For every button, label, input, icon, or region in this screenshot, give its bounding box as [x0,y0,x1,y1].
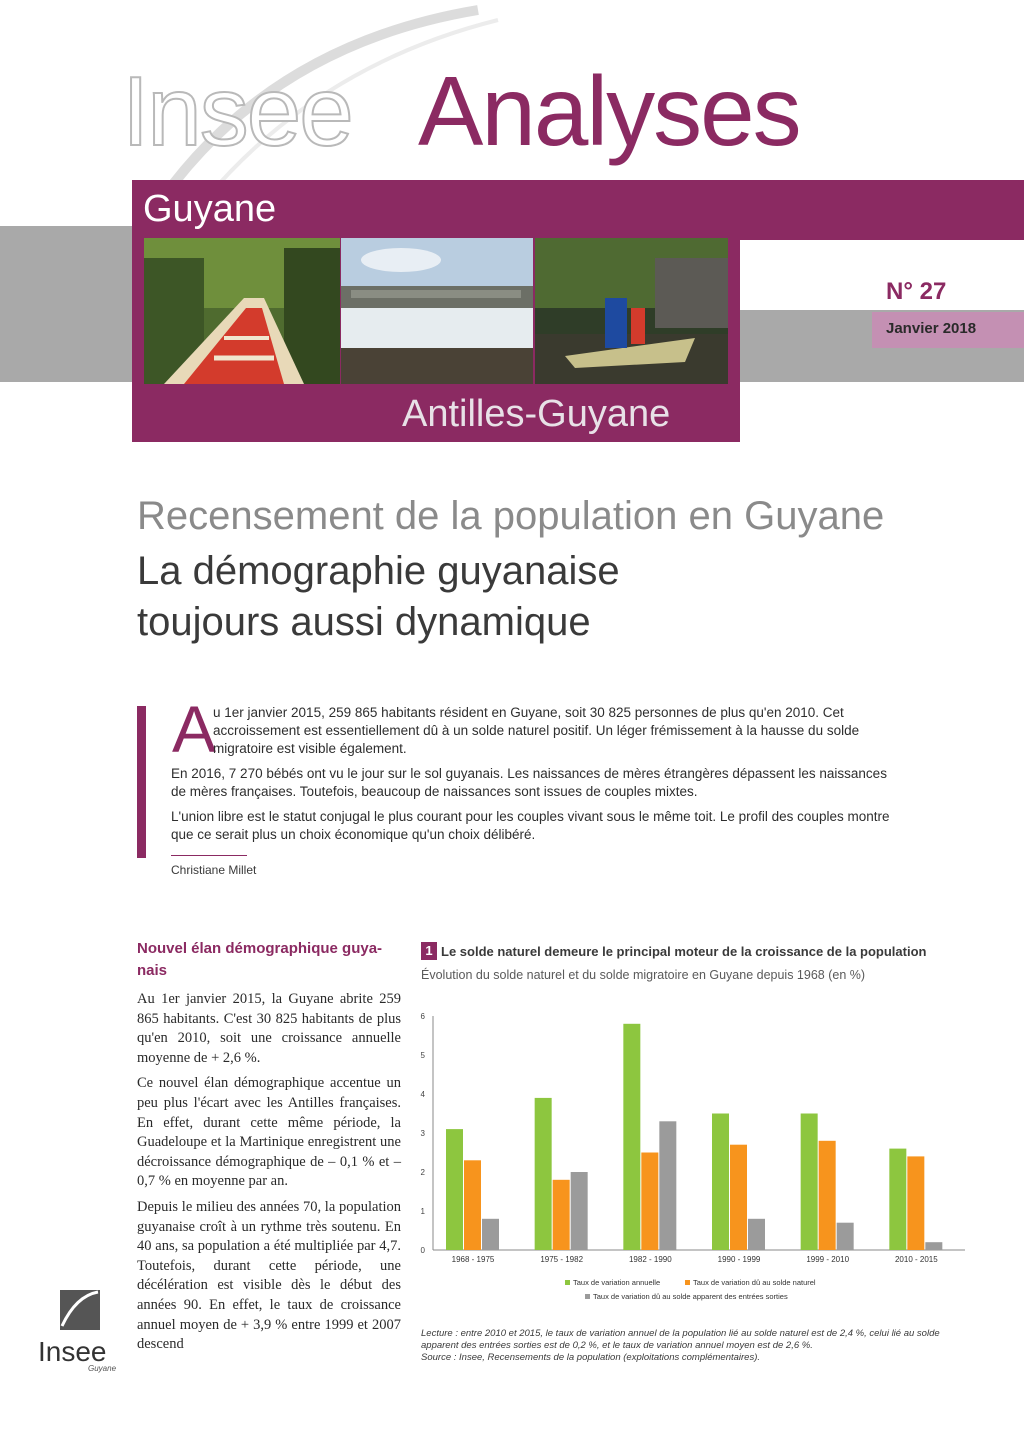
logo-wordmark: Insee [38,1336,107,1367]
y-tick-label: 6 [420,1012,425,1021]
figure-reading-note: Lecture : entre 2010 et 2015, le taux de variation annuel de la population lié au solde naturel est de 2,4 %, celui lié au solde apparent des entrées sorties est de 0,2 %, et le taux de variation annuel moyen est de 2,6 %. [421,1328,940,1351]
bar-1-0 [464,1160,481,1250]
bar-chart [415,1006,975,1318]
x-tick-label: 1975 - 1982 [540,1255,584,1264]
kicker-title: Recensement de la population en Guyane [137,494,885,538]
issue-number: N° 27 [886,278,947,305]
x-tick-label: 1982 - 1990 [628,1255,672,1264]
bar-0-2 [623,1024,640,1250]
intro-paragraph-2: En 2016, 7 270 bébés ont vu le jour sur le sol guyanais. Les naissances de mères étrangères dépassent les naissances de mères françaises. Toutefois, beaucoup de naissances sont issues de couples mixtes. [171,766,887,799]
bar-0-5 [889,1149,906,1250]
issue-date: Janvier 2018 [886,320,977,337]
legend-swatch [685,1280,690,1285]
region-subtitle: Antilles-Guyane [402,393,671,435]
brand-analyses: Analyses [418,56,800,166]
y-tick-label: 2 [420,1168,425,1177]
figure-subtitle: Évolution du solde naturel et du solde migratoire en Guyane depuis 1968 (en %) [421,968,866,982]
y-tick-label: 5 [420,1051,425,1060]
brand-insee: Insee [122,56,352,166]
drop-cap: A [172,692,217,766]
region-title: Guyane [143,188,277,230]
legend-label: Taux de variation dû au solde naturel [693,1278,816,1287]
article-body [137,990,401,1361]
bar-0-1 [535,1098,552,1250]
x-tick-label: 1999 - 2010 [806,1255,850,1264]
bar-1-4 [819,1141,836,1250]
logo-region: Guyane [88,1364,117,1373]
headline-line-2: toujours aussi dynamique [137,600,591,645]
intro-accent-bar [137,706,146,858]
figure-title: Le solde naturel demeure le principal moteur de la croissance de la population [441,944,927,959]
bar-1-1 [553,1180,570,1250]
legend-swatch [585,1294,590,1299]
legend-label: Taux de variation annuelle [573,1278,661,1287]
intro-paragraph-3: L'union libre est le statut conjugal le plus courant pour les couples vivant sous le même toit. Le profil des couples montre que ce serait plus un choix économique qu'un choix délibéré. [171,809,890,842]
bar-2-0 [482,1219,499,1250]
y-tick-label: 3 [420,1129,425,1138]
bar-1-3 [730,1145,747,1250]
bar-2-4 [837,1223,854,1250]
intro-paragraph-1: u 1er janvier 2015, 259 865 habitants résident en Guyane, soit 30 825 personnes de plus qu'en 2010. Cet accroissement est essentiellement dû à un solde naturel positif. Un léger frémissement à la hausse du solde migratoire est visible également. [213,705,860,756]
x-tick-label: 1968 - 1975 [451,1255,495,1264]
insee-logo-icon [58,1286,102,1332]
bar-0-3 [712,1114,729,1251]
legend-swatch [565,1280,570,1285]
photo-canoe [144,238,340,384]
x-tick-label: 2010 - 2015 [894,1255,938,1264]
y-tick-label: 0 [420,1246,425,1255]
article-paragraph-2: Ce nouvel élan démographique accentue un peu plus l'écart avec les Antilles françaises. En effet, durant cette même période, la Guadeloupe et la Martinique enregistrent une décroissance démographique de – 0,1 % et – 0,7 % en moyenne par an. [137,1075,401,1190]
bar-1-5 [907,1156,924,1250]
author-rule [171,855,247,856]
x-tick-label: 1990 - 1999 [717,1255,761,1264]
headline-line-1: La démographie guyanaise [137,549,620,593]
legend-label: Taux de variation dû au solde apparent des entrées sorties [593,1292,788,1301]
bar-2-1 [571,1172,588,1250]
photo-dam [341,238,533,384]
y-tick-label: 4 [420,1090,425,1099]
y-tick-label: 1 [420,1207,425,1216]
bar-2-5 [925,1242,942,1250]
headline [137,546,837,648]
bar-0-0 [446,1129,463,1250]
bar-0-4 [801,1114,818,1251]
section-heading: Nouvel élan démographique guya-nais [137,940,383,979]
intro-summary [171,704,893,851]
article-paragraph-3: Depuis le milieu des années 70, la population guyanaise croît à un rythme très soutenu. En 40 ans, sa population a été multipliée par 4,7. Toutefois, durant cette période, une décélération est visible dès le début des années 90. En effet, le taux de croissance annuel moyen de + 3,9 % entre 1999 et 2007 descend [137,1198,401,1353]
figure-number: 1 [421,942,437,960]
article-paragraph-1: Au 1er janvier 2015, la Guyane abrite 259 865 habitants. C'est 30 825 habitants de plus qu'en 2010, soit une croissance annuelle moyenne de + 2,6 %. [137,991,401,1066]
figure-note [421,1328,969,1364]
figure-source: Source : Insee, Recensements de la population (exploitations complémentaires). [421,1352,761,1363]
photo-boat [535,238,728,384]
author-name: Christiane Millet [171,863,257,877]
gray-band-left [0,226,134,382]
bar-2-2 [659,1121,676,1250]
bar-2-3 [748,1219,765,1250]
bar-1-2 [641,1153,658,1251]
